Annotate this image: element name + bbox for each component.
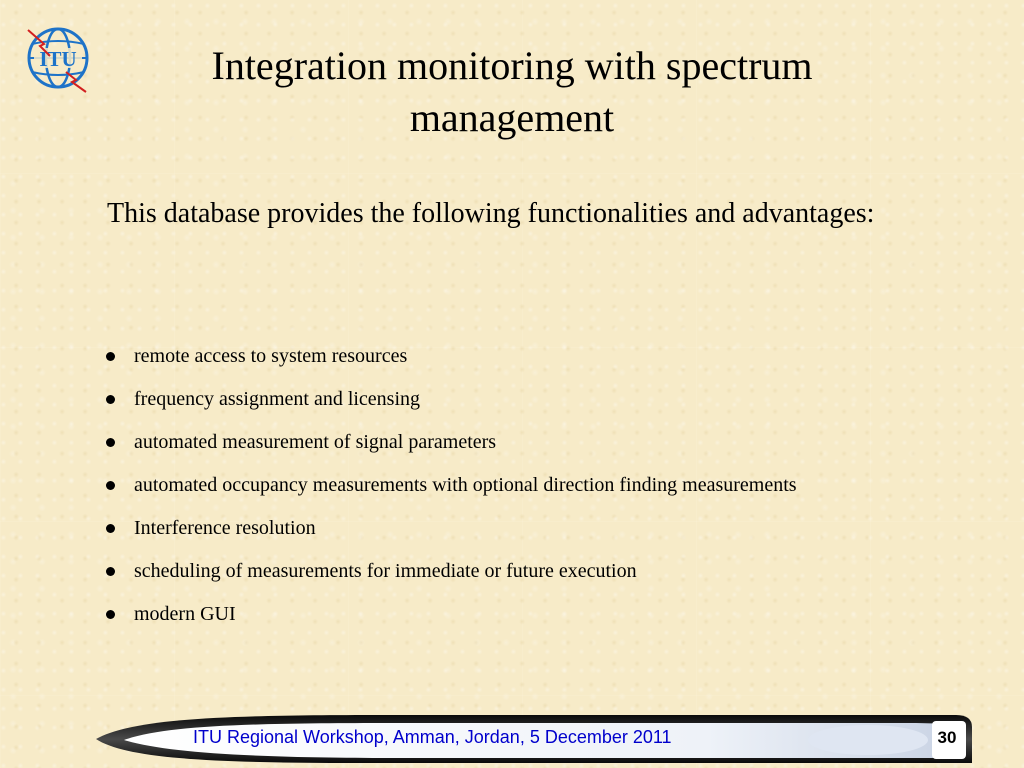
list-item-text: automated occupancy measurements with optional direction finding measurements <box>134 474 797 496</box>
list-item-text: automated measurement of signal parameters <box>134 431 497 453</box>
bullet-icon <box>106 610 115 619</box>
list-item <box>103 380 923 418</box>
list-item <box>103 552 923 590</box>
list-item <box>103 509 923 547</box>
page-number: 30 <box>937 728 957 747</box>
bullet-icon <box>106 395 115 404</box>
list-item <box>103 595 923 633</box>
feature-list <box>103 337 923 638</box>
list-item-text: scheduling of measurements for immediate or future execution <box>134 560 637 582</box>
list-item-text: remote access to system resources <box>134 345 408 367</box>
bullet-icon <box>106 567 115 576</box>
slide-title: Integration monitoring with spectrum management <box>211 43 813 140</box>
bullet-icon <box>106 438 115 447</box>
svg-text:ITU: ITU <box>39 47 77 71</box>
bullet-icon <box>106 352 115 361</box>
bullet-icon <box>106 524 115 533</box>
intro-text: This database provides the following functionalities and advantages: <box>107 198 875 229</box>
list-item <box>103 423 923 461</box>
list-item <box>103 466 923 504</box>
bullet-icon <box>106 481 115 490</box>
itu-logo <box>22 22 94 94</box>
list-item <box>103 337 923 375</box>
footer-text: ITU Regional Workshop, Amman, Jordan, 5 December 2011 <box>193 727 672 747</box>
list-item-text: Interference resolution <box>134 517 316 539</box>
list-item-text: modern GUI <box>134 603 236 625</box>
list-item-text: frequency assignment and licensing <box>134 388 421 410</box>
